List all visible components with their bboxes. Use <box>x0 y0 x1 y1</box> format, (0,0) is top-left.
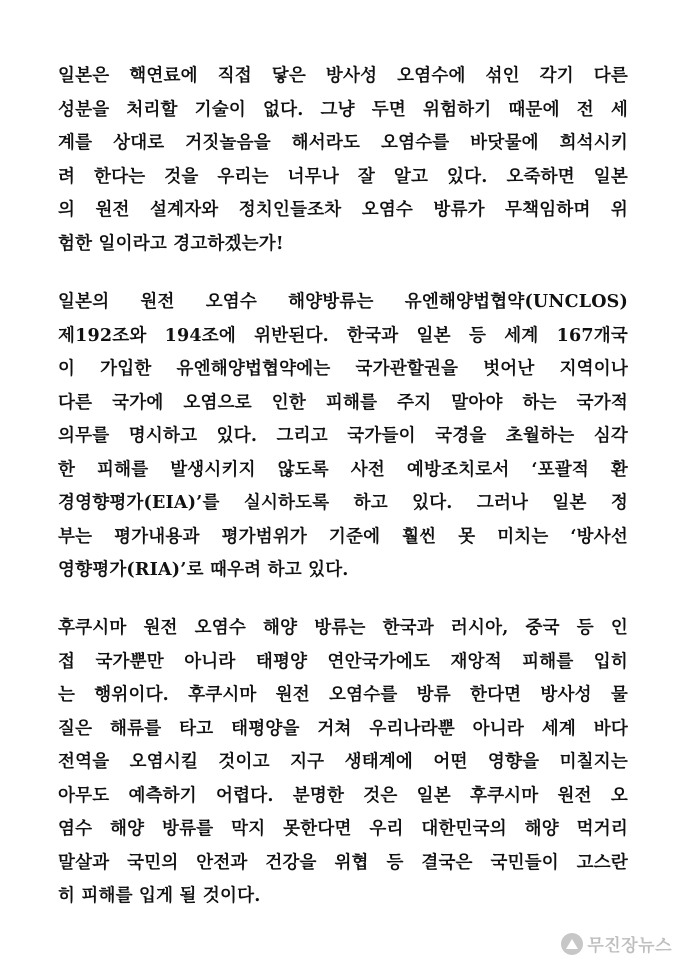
text-line: 부는 평가내용과 평가범위가 기준에 훨씬 못 미치는 ‘방사선 <box>58 526 628 547</box>
text-line: 아무도 예측하기 어렵다. 분명한 것은 일본 후쿠시마 원전 오 <box>58 785 628 806</box>
text-line: 려 한다는 것을 우리는 너무나 잘 알고 있다. 오죽하면 일본 <box>58 166 628 187</box>
text-line: 질은 해류를 타고 태평양을 거쳐 우리나라뿐 아니라 세계 바다 <box>58 718 628 739</box>
text-line: 제192조와 194조에 위반된다. 한국과 일본 등 세계 167개국 <box>58 325 628 346</box>
text-line: 영향평가(RIA)’로 때우려 하고 있다. <box>58 560 349 580</box>
text-line: 이 가입한 유엔해양법협약에는 국가관할권을 벗어난 지역이나 <box>58 359 628 379</box>
text-line: 염수 해양 방류를 막지 못한다면 우리 대한민국의 해양 먹거리 <box>58 819 628 839</box>
watermark-text: 무진장뉴스 <box>587 936 672 956</box>
text-line: 일본은 핵연료에 직접 닿은 방사성 오염수에 섞인 각기 다른 <box>58 66 628 86</box>
text-line: 의무를 명시하고 있다. 그리고 국가들이 국경을 초월하는 심각 <box>58 426 628 446</box>
text-line: 경영향평가(EIA)’를 실시하도록 하고 있다. 그러나 일본 정 <box>58 493 628 513</box>
text-line: 험한 일이라고 경고하겠는가! <box>58 233 284 254</box>
text-line: 한 피해를 발생시키지 않도록 사전 예방조치로서 ‘포괄적 환 <box>58 459 628 480</box>
text-line: 전역을 오염시킬 것이고 지구 생태계에 어떤 영향을 미칠지는 <box>58 752 628 772</box>
watermark <box>561 931 672 956</box>
text-line: 성분을 처리할 기술이 없다. 그냥 두면 위험하기 때문에 전 세 <box>58 99 628 120</box>
text-line: 의 원전 설계자와 정치인들조차 오염수 방류가 무책임하며 위 <box>58 200 628 220</box>
paragraph-3 <box>58 612 628 914</box>
paragraph-1 <box>58 60 628 261</box>
paragraph-2 <box>58 286 628 588</box>
mountain-logo-icon <box>561 933 583 955</box>
text-line: 말살과 국민의 안전과 건강을 위협 등 결국은 국민들이 고스란 <box>58 852 628 873</box>
text-line: 다른 국가에 오염으로 인한 피해를 주지 말아야 하는 국가적 <box>58 392 628 413</box>
text-line: 는 행위이다. 후쿠시마 원전 오염수를 방류 한다면 방사성 물 <box>58 685 628 705</box>
text-line: 일본의 원전 오염수 해양방류는 유엔해양법협약(UNCLOS) <box>58 292 628 312</box>
text-line: 히 피해를 입게 될 것이다. <box>58 886 261 906</box>
text-line: 계를 상대로 거짓놀음을 해서라도 오염수를 바닷물에 희석시키 <box>58 133 628 153</box>
text-line: 접 국가뿐만 아니라 태평양 연안국가에도 재앙적 피해를 입히 <box>58 651 628 672</box>
text-line: 후쿠시마 원전 오염수 해양 방류는 한국과 러시아, 중국 등 인 <box>58 618 628 638</box>
